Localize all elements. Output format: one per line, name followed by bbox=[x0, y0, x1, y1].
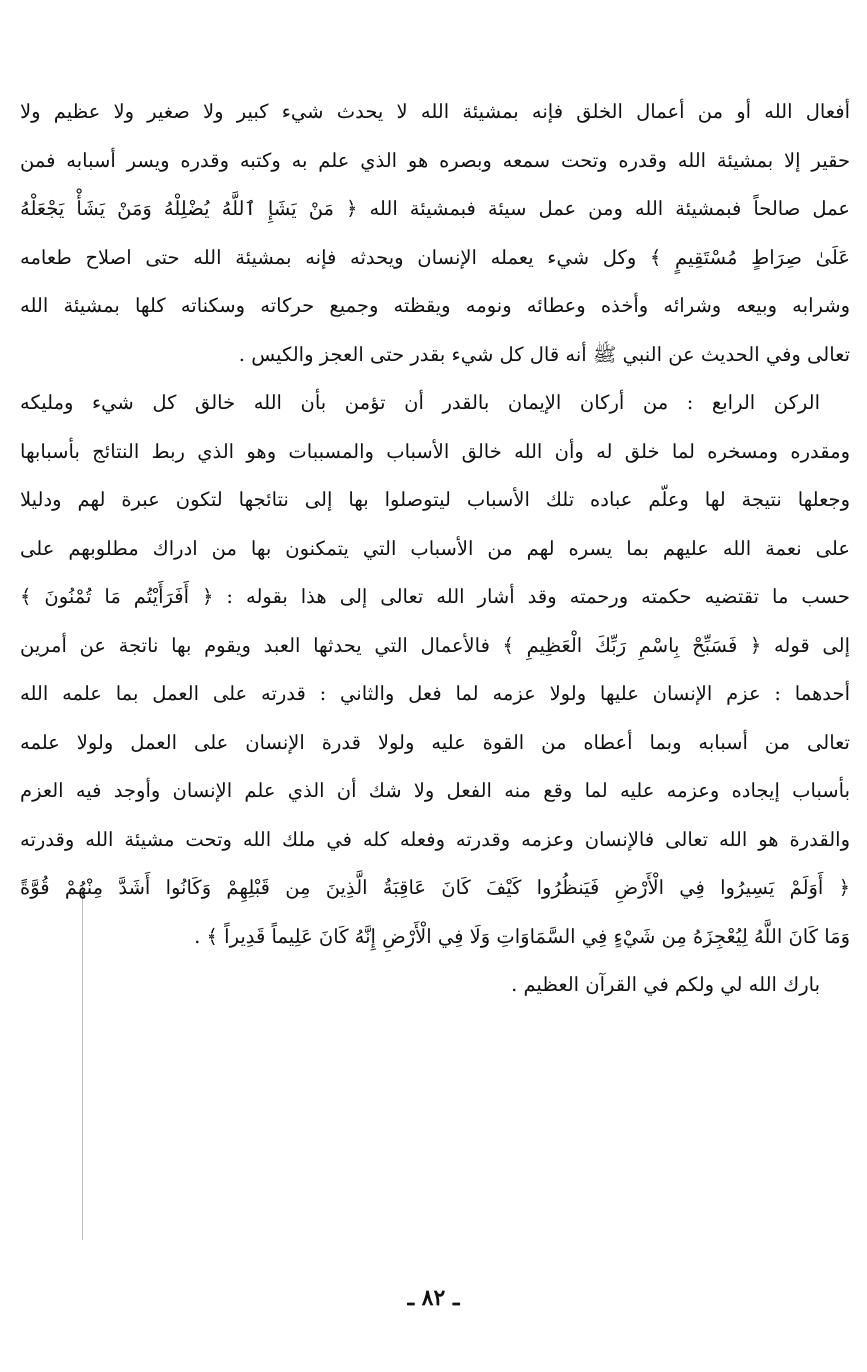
text-line: تعالى وفي الحديث عن النبي ﷺ أنه قال كل شيء بقدر حتى العجز والكيس . bbox=[238, 342, 850, 366]
text-line: أفعال الله أو من أعمال الخلق فإنه بمشيئة الله لا يحدث شيء كبير ولا صغير ولا عظيم ولا bbox=[20, 100, 850, 123]
text-line: ومقدره ومسخره لما خلق له وأن الله خالق الأسباب والمسببات وهو الذي ربط النتائج بأسبابها bbox=[20, 439, 850, 463]
text-line: حقير إلا بمشيئة الله وقدره وتحت سمعه وبصره هو الذي علم به وكتبه وقدره ويسر أسبابه فمن bbox=[20, 148, 850, 172]
text-line: أحدهما : عزم الإنسان عليها ولولا عزمه لما فعل والثاني : قدرته على العمل بما علمه الله bbox=[20, 682, 850, 705]
text-line: عَلَىٰ صِرَاطٍ مُسْتَقِيمٍ ﴾ وكل شيء يعمله الإنسان ويحدثه فإنه بمشيئة الله حتى اصلاح طعامه bbox=[20, 245, 850, 269]
text-line: وشرابه وبيعه وشرائه وأخذه وعطائه ونومه ويقظته وجميع حركاته وسكناته كلها بمشيئة الله bbox=[20, 294, 850, 317]
text-line: وجعلها نتيجة لها وعلّم عباده تلك الأسباب ليتوصلوا بها إلى نتائجها لتكون عبرة لهم ودليلا bbox=[20, 488, 850, 511]
text-line: على نعمة الله عليهم بما يسره لهم من الأسباب التي يتمكنون بها من ادراك مطلوبهم على bbox=[20, 536, 850, 560]
page-number: ـ ٨٢ ـ bbox=[407, 1285, 460, 1311]
text-line: تعالى من أسبابه وبما أعطاه من القوة عليه ولولا قدرة الإنسان على العمل ولولا علمه bbox=[20, 730, 850, 754]
text-line: إلى قوله ﴿ فَسَبِّحْ بِاسْمِ رَبِّكَ الْعَظِيمِ ﴾ فالأعمال التي يحدثها العبد ويقوم بها ناتجة عن أمرين bbox=[20, 633, 850, 657]
text-line: الركن الرابع : من أركان الإيمان بالقدر أن تؤمن بأن الله خالق كل شيء ومليكه bbox=[20, 391, 820, 414]
text-line: وَمَا كَانَ اللَّهُ لِيُعْجِزَهُ مِن شَيْءٍ فِي السَّمَاوَاتِ وَلَا فِي الْأَرْضِ إِنَّهُ كَانَ عَلِيماً قَدِيراً ﴾ . bbox=[194, 924, 850, 948]
text-line: بأسباب إيجاده وعزمه عليه لما وقع منه الفعل ولا شك أن الذي علم الإنسان وأوجد فيه العزم bbox=[20, 779, 850, 802]
body-text bbox=[20, 88, 850, 1010]
text-line: ﴿ أَوَلَمْ يَسِيرُوا فِي الْأَرْضِ فَيَنظُرُوا كَيْفَ كَانَ عَاقِبَةُ الَّذِينَ مِن قَبْلِهِمْ وَكَانُوا أَشَدَّ مِنْهُمْ قُوَّةً bbox=[20, 876, 850, 899]
text-line: بارك الله لي ولكم في القرآن العظيم . bbox=[511, 973, 820, 996]
text-line: حسب ما تقتضيه حكمته ورحمته وقد أشار الله تعالى إلى هذا بقوله : ﴿ أَفَرَأَيْتُم مَا تُمْنُونَ ﴾ bbox=[20, 585, 850, 608]
text-line: عمل صالحاً فبمشيئة الله ومن عمل سيئة فبمشيئة الله ﴿ مَنْ يَشَإِ ٱللَّهُ يُضْلِلْهُ وَمَنْ يَشَأْ يَجْعَلْهُ bbox=[20, 197, 850, 220]
text-line: والقدرة هو الله تعالى فالإنسان وعزمه وقدرته وفعله كله في ملك الله وتحت مشيئة الله وقدرته bbox=[20, 827, 850, 851]
